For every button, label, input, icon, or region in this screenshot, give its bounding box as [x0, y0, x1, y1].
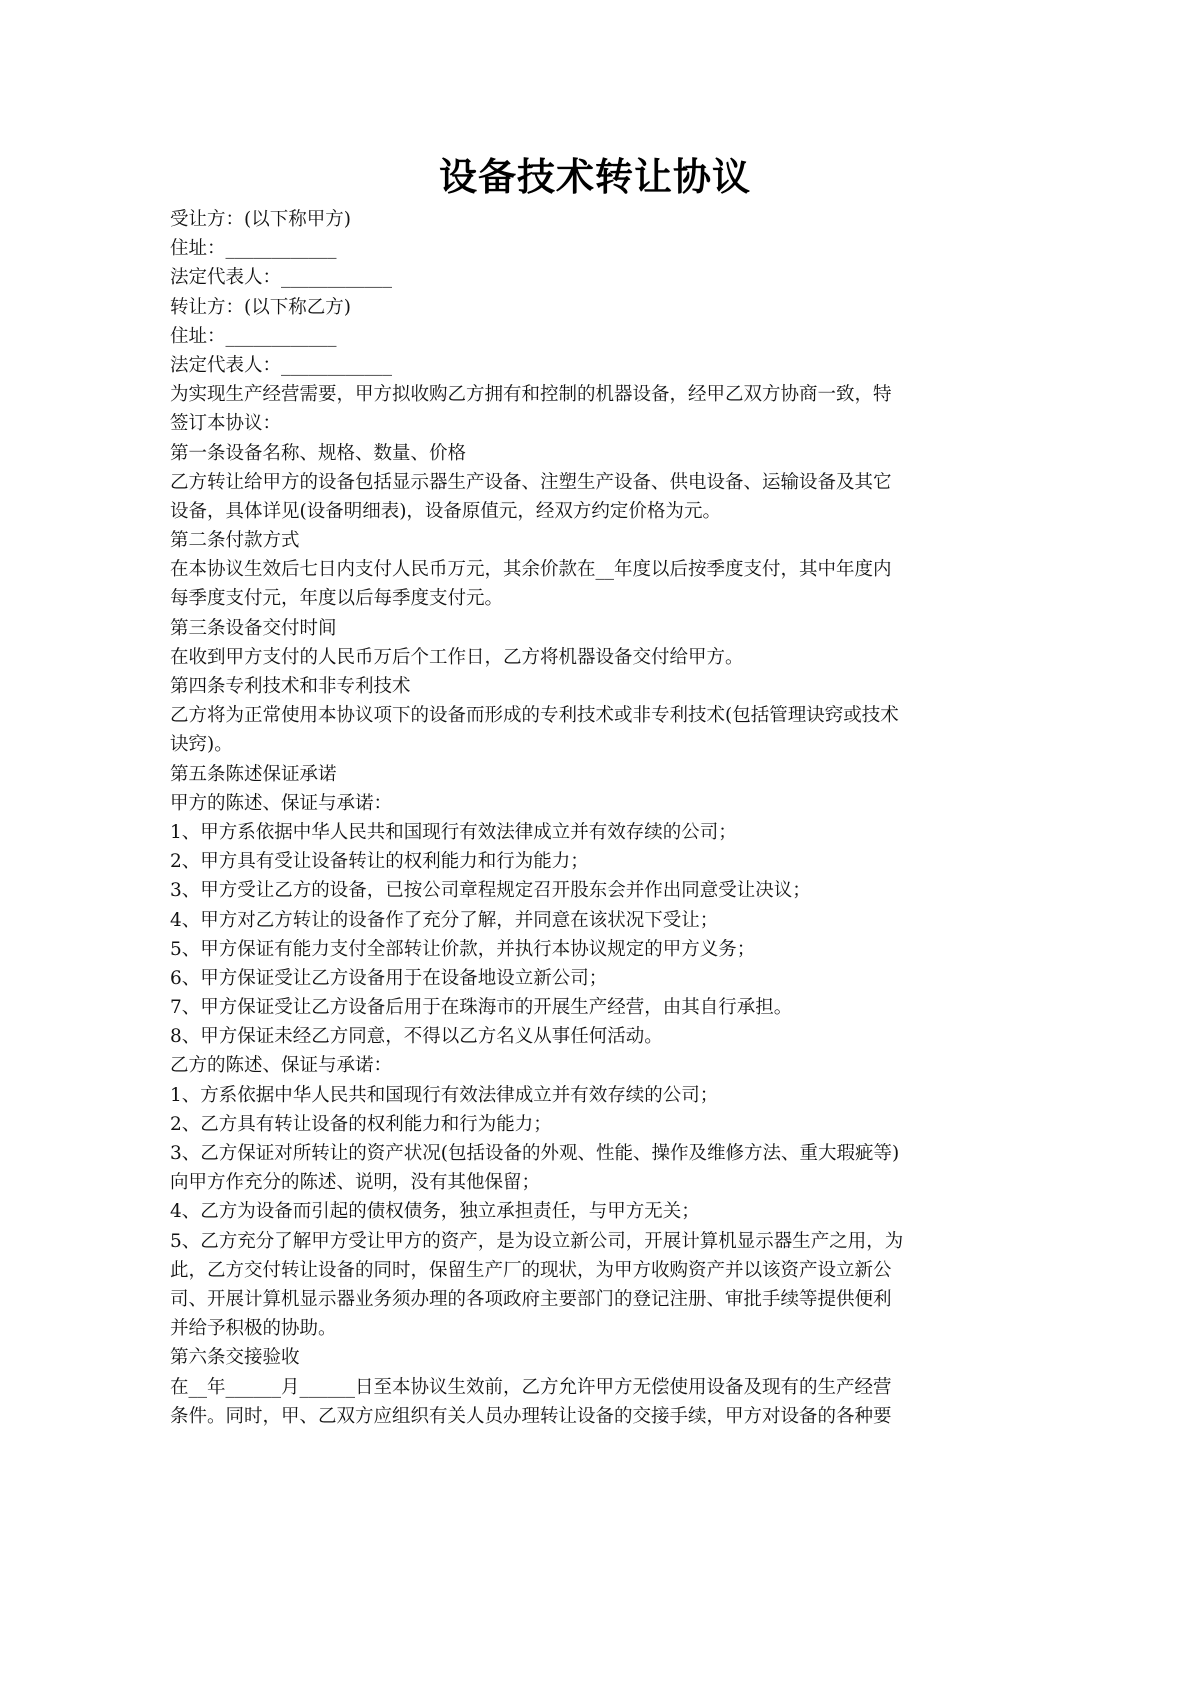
document-line: 第六条交接验收 — [170, 1347, 300, 1369]
document-line: 乙方转让给甲方的设备包括显示器生产设备、注塑生产设备、供电设备、运输设备及其它 — [170, 471, 892, 493]
document-line: 司、开展计算机显示器业务须办理的各项政府主要部门的登记注册、审批手续等提供便利 — [170, 1288, 892, 1310]
document-line: 2、乙方具有转让设备的权利能力和行为能力； — [170, 1113, 552, 1135]
document-line: 在本协议生效后七日内支付人民币万元，其余价款在__年度以后按季度支付，其中年度内 — [170, 559, 892, 581]
document-line: 5、乙方充分了解甲方受让甲方的资产，是为设立新公司，开展计算机显示器生产之用，为 — [170, 1230, 904, 1252]
document-body — [170, 205, 1020, 1431]
document-line: 法定代表人：____________ — [170, 267, 393, 289]
document-line: 设备，具体详见(设备明细表)，设备原值元，经双方约定价格为元。 — [170, 500, 721, 522]
document-line: 7、甲方保证受让乙方设备后用于在珠海市的开展生产经营，由其自行承担。 — [170, 997, 793, 1019]
document-line: 1、甲方系依据中华人民共和国现行有效法律成立并有效存续的公司； — [170, 821, 737, 843]
document-line: 3、甲方受让乙方的设备，已按公司章程规定召开股东会并作出同意受让决议； — [170, 880, 811, 902]
document-line: 此，乙方交付转让设备的同时，保留生产厂的现状，为甲方收购资产并以该资产设立新公 — [170, 1259, 892, 1281]
document-line: 向甲方作充分的陈述、说明，没有其他保留； — [170, 1172, 541, 1194]
document-line: 4、甲方对乙方转让的设备作了充分了解，并同意在该状况下受让； — [170, 909, 719, 931]
document-line: 2、甲方具有受让设备转让的权利能力和行为能力； — [170, 851, 589, 873]
document-line: 乙方将为正常使用本协议项下的设备而形成的专利技术或非专利技术(包括管理诀窍或技术 — [170, 705, 899, 727]
document-title: 设备技术转让协议 — [438, 155, 751, 199]
document-line: 转让方：(以下称乙方) — [170, 296, 351, 318]
document-line: 签订本协议： — [170, 413, 282, 435]
document-line: 在收到甲方支付的人民币万后个工作日，乙方将机器设备交付给甲方。 — [170, 646, 744, 668]
document-line: 住址：____________ — [170, 325, 337, 347]
document-line: 甲方的陈述、保证与承诺： — [170, 792, 393, 814]
document-line: 1、方系依据中华人民共和国现行有效法律成立并有效存续的公司； — [170, 1084, 719, 1106]
document-line: 6、甲方保证受让乙方设备用于在设备地设立新公司； — [170, 967, 608, 989]
document-line: 第三条设备交付时间 — [170, 617, 337, 639]
document-line: 并给予积极的协助。 — [170, 1318, 337, 1340]
document-line: 每季度支付元，年度以后每季度支付元。 — [170, 588, 504, 610]
document-line: 诀窍)。 — [170, 734, 233, 756]
document-line: 第二条付款方式 — [170, 530, 300, 552]
document-line: 4、乙方为设备而引起的债权债务，独立承担责任，与甲方无关； — [170, 1201, 700, 1223]
document-line: 为实现生产经营需要，甲方拟收购乙方拥有和控制的机器设备，经甲乙双方协商一致，特 — [170, 384, 892, 406]
document-line: 法定代表人：____________ — [170, 354, 393, 376]
document-line: 受让方：(以下称甲方) — [170, 209, 351, 230]
document-line: 第五条陈述保证承诺 — [170, 763, 337, 785]
document-line: 3、乙方保证对所转让的资产状况(包括设备的外观、性能、操作及维修方法、重大瑕疵等) — [170, 1143, 900, 1164]
document-line: 住址：____________ — [170, 238, 337, 260]
document-line: 条件。同时，甲、乙双方应组织有关人员办理转让设备的交接手续，甲方对设备的各种要 — [170, 1405, 892, 1427]
document-line: 乙方的陈述、保证与承诺： — [170, 1055, 393, 1077]
document-line: 在__年______月______日至本协议生效前，乙方允许甲方无偿使用设备及现有的生产经营 — [170, 1376, 892, 1398]
document-line: 8、甲方保证未经乙方同意，不得以乙方名义从事任何活动。 — [170, 1026, 663, 1048]
document-line: 5、甲方保证有能力支付全部转让价款，并执行本协议规定的甲方义务； — [170, 938, 756, 960]
document-line: 第四条专利技术和非专利技术 — [170, 676, 411, 697]
document-line: 第一条设备名称、规格、数量、价格 — [170, 442, 467, 464]
